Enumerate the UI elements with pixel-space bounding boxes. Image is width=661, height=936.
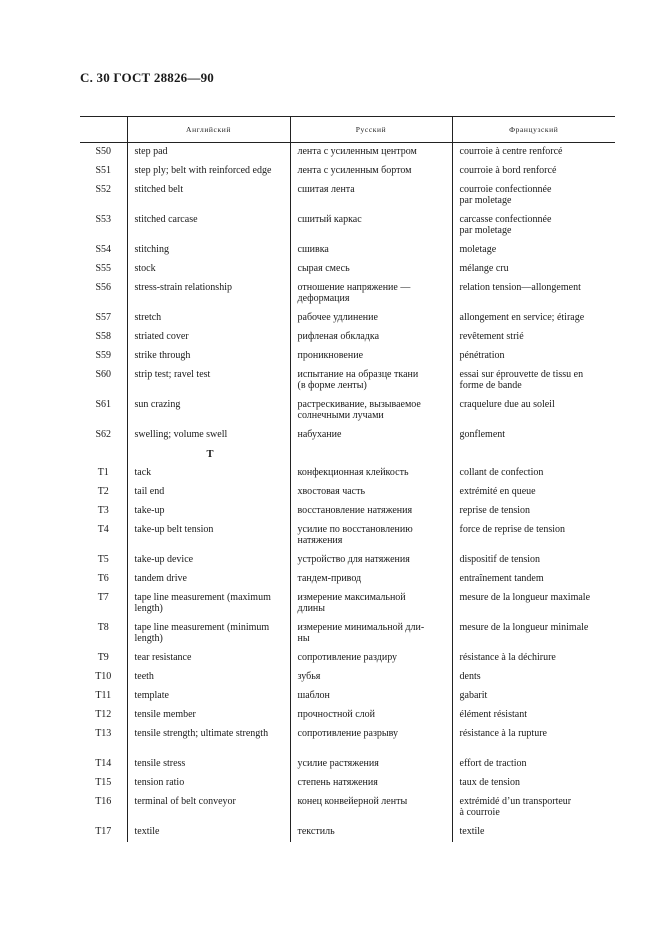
term-russian: измерение минимальной дли- ны xyxy=(290,619,452,649)
table-row xyxy=(80,483,615,502)
term-english: step ply; belt with reinforced edge xyxy=(127,162,290,181)
term-russian: рабочее удлинение xyxy=(290,309,452,328)
term-russian: конец конвейерной ленты xyxy=(290,793,452,823)
term-code: T12 xyxy=(95,709,112,720)
table-row xyxy=(80,309,615,328)
term-english: stitched belt xyxy=(127,181,290,211)
term-english: tack xyxy=(127,464,290,483)
term-french: gabarit xyxy=(452,687,615,706)
header-russian: Русский xyxy=(290,117,452,143)
term-russian: устройство для натяжения xyxy=(290,551,452,570)
header-english: Английский xyxy=(127,117,290,143)
term-english: strip test; ravel test xyxy=(127,366,290,396)
term-russian: измерение максимальной длины xyxy=(290,589,452,619)
term-code: T3 xyxy=(97,505,109,516)
term-english: tension ratio xyxy=(127,774,290,793)
term-french: moletage xyxy=(452,241,615,260)
term-russian: сопротивление разрыву xyxy=(290,725,452,755)
term-russian: тандем-привод xyxy=(290,570,452,589)
term-french: extrémité en queue xyxy=(452,483,615,502)
term-code: S62 xyxy=(95,429,112,440)
term-french: pénétration xyxy=(452,347,615,366)
term-russian: восстановление натяжения xyxy=(290,502,452,521)
table-row xyxy=(80,687,615,706)
term-english: step pad xyxy=(127,143,290,163)
term-french: essai sur éprouvette de tissu en forme de bande xyxy=(452,366,615,396)
glossary-table-wrapper xyxy=(80,116,615,842)
term-code: S56 xyxy=(95,282,112,293)
term-code: T6 xyxy=(97,573,109,584)
term-russian: шаблон xyxy=(290,687,452,706)
term-french: courroie à bord renforcé xyxy=(452,162,615,181)
table-row xyxy=(80,774,615,793)
term-russian: проникновение xyxy=(290,347,452,366)
term-russian: сшитый каркас xyxy=(290,211,452,241)
header-french: Французский xyxy=(452,117,615,143)
table-row xyxy=(80,502,615,521)
term-french: carcasse confectionnée par moletage xyxy=(452,211,615,241)
term-english: tear resistance xyxy=(127,649,290,668)
table-row xyxy=(80,211,615,241)
term-code: S54 xyxy=(95,244,112,255)
section-spacer xyxy=(452,445,615,464)
table-row xyxy=(80,755,615,774)
term-english: stress-strain relationship xyxy=(127,279,290,309)
table-row xyxy=(80,328,615,347)
table-row xyxy=(80,570,615,589)
term-english: template xyxy=(127,687,290,706)
table-row xyxy=(80,551,615,570)
term-english: take-up xyxy=(127,502,290,521)
term-french: reprise de tension xyxy=(452,502,615,521)
term-russian: лента с усиленным центром xyxy=(290,143,452,163)
table-row xyxy=(80,649,615,668)
term-code: T7 xyxy=(97,592,109,603)
term-french: résistance à la déchirure xyxy=(452,649,615,668)
term-english: take-up belt tension xyxy=(127,521,290,551)
term-russian: конфекционная клейкость xyxy=(290,464,452,483)
term-french: textile xyxy=(452,823,615,842)
term-french: force de reprise de tension xyxy=(452,521,615,551)
term-french: courroie à centre renforcé xyxy=(452,143,615,163)
table-row xyxy=(80,260,615,279)
term-english: tandem drive xyxy=(127,570,290,589)
table-row xyxy=(80,181,615,211)
term-russian: лента с усиленным бортом xyxy=(290,162,452,181)
page-header: С. 30 ГОСТ 28826—90 xyxy=(80,70,214,85)
term-english: striated cover xyxy=(127,328,290,347)
term-code: T16 xyxy=(95,796,112,807)
term-russian: отношение напряжение — деформация xyxy=(290,279,452,309)
table-row xyxy=(80,668,615,687)
term-english: textile xyxy=(127,823,290,842)
term-russian: зубья xyxy=(290,668,452,687)
term-french: taux de tension xyxy=(452,774,615,793)
table-row xyxy=(80,521,615,551)
term-english: strike through xyxy=(127,347,290,366)
term-code: S60 xyxy=(95,369,112,380)
term-french: mesure de la longueur maximale xyxy=(452,589,615,619)
term-russian: сшивка xyxy=(290,241,452,260)
section-letter: T xyxy=(127,445,290,464)
term-code: S58 xyxy=(95,331,112,342)
section-row xyxy=(80,445,615,464)
term-code: T14 xyxy=(95,758,112,769)
table-row xyxy=(80,793,615,823)
term-english: swelling; volume swell xyxy=(127,426,290,445)
term-code: S52 xyxy=(95,184,112,195)
table-row xyxy=(80,143,615,163)
term-english: stitched carcase xyxy=(127,211,290,241)
table-row xyxy=(80,706,615,725)
header-code xyxy=(80,117,127,143)
term-english: stitching xyxy=(127,241,290,260)
term-english: tape line measurement (maximum length) xyxy=(127,589,290,619)
term-french: résistance à la rupture xyxy=(452,725,615,755)
term-russian: усилие по восстановлению натяжения xyxy=(290,521,452,551)
glossary-table xyxy=(80,116,615,842)
term-english: teeth xyxy=(127,668,290,687)
term-russian: усилие растяжения xyxy=(290,755,452,774)
table-row xyxy=(80,241,615,260)
term-french: courroie confectionnée par moletage xyxy=(452,181,615,211)
term-english: tensile strength; ultimate strength xyxy=(127,725,290,755)
table-row xyxy=(80,347,615,366)
term-russian: хвостовая часть xyxy=(290,483,452,502)
term-code: T5 xyxy=(97,554,109,565)
term-code: T13 xyxy=(95,728,112,739)
term-french: collant de confection xyxy=(452,464,615,483)
table-row xyxy=(80,589,615,619)
term-russian: сшитая лента xyxy=(290,181,452,211)
term-russian: сопротивление раздиру xyxy=(290,649,452,668)
term-english: stretch xyxy=(127,309,290,328)
term-english: tape line measurement (minimum length) xyxy=(127,619,290,649)
term-french: allongement en service; étirage xyxy=(452,309,615,328)
term-code: T15 xyxy=(95,777,112,788)
term-code: T1 xyxy=(97,467,109,478)
term-code: T17 xyxy=(95,826,112,837)
term-english: terminal of belt conveyor xyxy=(127,793,290,823)
term-french: dents xyxy=(452,668,615,687)
term-russian: сырая смесь xyxy=(290,260,452,279)
term-french: mesure de la longueur minimale xyxy=(452,619,615,649)
table-row xyxy=(80,426,615,445)
table-row xyxy=(80,725,615,755)
term-code: T2 xyxy=(97,486,109,497)
term-russian: набухание xyxy=(290,426,452,445)
term-english: tail end xyxy=(127,483,290,502)
term-russian: рифленая обкладка xyxy=(290,328,452,347)
term-french: gonflement xyxy=(452,426,615,445)
term-french: extrémidé d’un transporteur à courroie xyxy=(452,793,615,823)
table-row xyxy=(80,464,615,483)
term-french: entraînement tandem xyxy=(452,570,615,589)
term-french: relation tension—allongement xyxy=(452,279,615,309)
term-code: T8 xyxy=(97,622,109,633)
table-row xyxy=(80,396,615,426)
table-body xyxy=(80,143,615,843)
term-english: tensile member xyxy=(127,706,290,725)
term-code: S57 xyxy=(95,312,112,323)
table-row xyxy=(80,366,615,396)
term-english: tensile stress xyxy=(127,755,290,774)
term-code: T10 xyxy=(95,671,112,682)
section-spacer xyxy=(290,445,452,464)
table-header xyxy=(80,117,615,143)
term-code: T11 xyxy=(95,690,112,701)
term-russian: текстиль xyxy=(290,823,452,842)
term-russian: прочностной слой xyxy=(290,706,452,725)
term-french: dispositif de tension xyxy=(452,551,615,570)
table-row xyxy=(80,162,615,181)
term-french: revêtement strié xyxy=(452,328,615,347)
term-code: S59 xyxy=(95,350,112,361)
term-code: S55 xyxy=(95,263,112,274)
term-english: take-up device xyxy=(127,551,290,570)
term-russian: степень натяжения xyxy=(290,774,452,793)
term-english: stock xyxy=(127,260,290,279)
term-russian: растрескивание, вызываемое солнечными лучами xyxy=(290,396,452,426)
term-code: S50 xyxy=(95,146,112,157)
term-english: sun crazing xyxy=(127,396,290,426)
term-code: T9 xyxy=(97,652,109,663)
term-russian: испытание на образце ткани (в форме ленты) xyxy=(290,366,452,396)
section-spacer xyxy=(80,445,127,464)
term-code: S53 xyxy=(95,214,112,225)
term-code: T4 xyxy=(97,524,109,535)
term-french: effort de traction xyxy=(452,755,615,774)
term-code: S61 xyxy=(95,399,112,410)
term-code: S51 xyxy=(95,165,112,176)
term-french: mélange cru xyxy=(452,260,615,279)
table-row xyxy=(80,279,615,309)
table-row xyxy=(80,823,615,842)
term-french: élément résistant xyxy=(452,706,615,725)
table-row xyxy=(80,619,615,649)
term-french: craquelure due au soleil xyxy=(452,396,615,426)
